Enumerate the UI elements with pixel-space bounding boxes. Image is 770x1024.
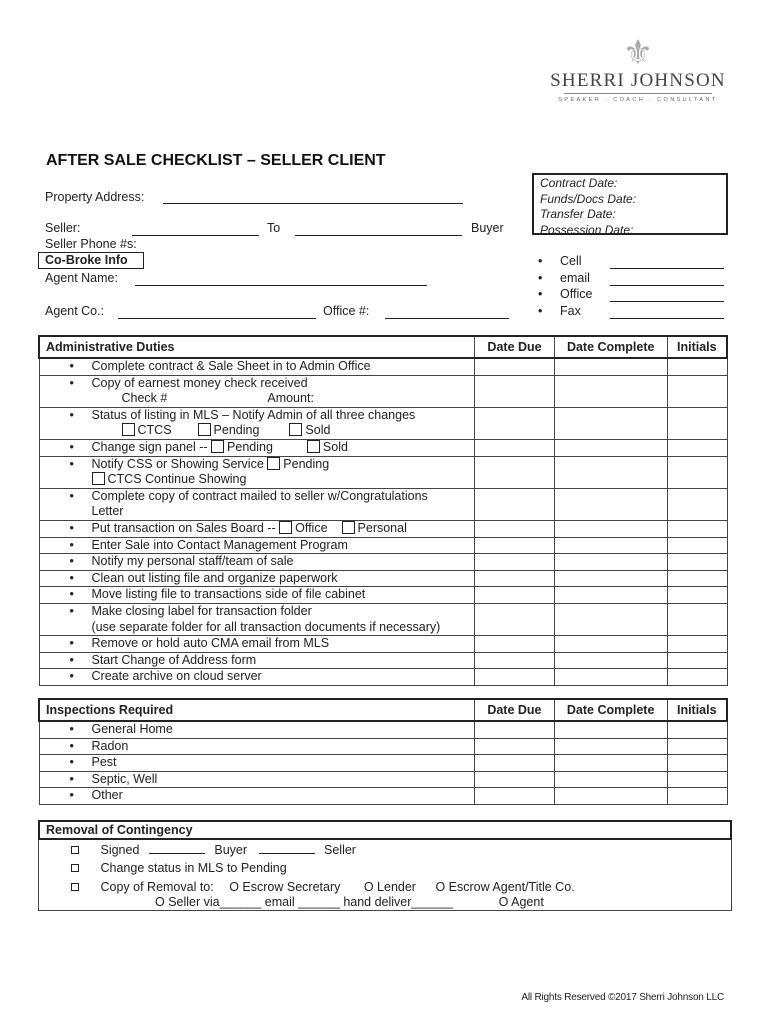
table-row: • General Home bbox=[39, 721, 727, 738]
fleur-de-lis-icon: ⚜ bbox=[622, 33, 654, 73]
table-row: • Notify CSS or Showing Service Pending CTCS Continue Showing bbox=[39, 456, 727, 488]
copy-removal-checkbox[interactable] bbox=[71, 883, 79, 891]
table-row: • Status of listing in MLS – Notify Admin of all three changes CTCS Pending Sold bbox=[39, 407, 727, 439]
office-label: Office #: bbox=[323, 304, 370, 318]
col-date-complete: Date Complete bbox=[554, 699, 667, 721]
table-row: • Remove or hold auto CMA email from MLS bbox=[39, 636, 727, 653]
table-row: • Complete copy of contract mailed to seller w/Congratulations Letter bbox=[39, 488, 727, 520]
seller-label: Seller: bbox=[45, 221, 81, 235]
removal-of-contingency-box: Removal of Contingency Signed Buyer Seller Change status in MLS to Pending Copy of Removal to: O Escrow Secretary O Lender O Escrow Agent/Title Co. O Seller via______ email ______ hand deliver______ O Agent bbox=[38, 820, 732, 911]
pending-checkbox[interactable] bbox=[198, 423, 211, 436]
table-row: • Notify my personal staff/team of sale bbox=[39, 554, 727, 571]
option-lender[interactable]: O Lender bbox=[363, 880, 416, 894]
possession-date-label: Possession Date: bbox=[540, 222, 634, 237]
seller-line[interactable] bbox=[132, 235, 259, 236]
board-personal-checkbox[interactable] bbox=[342, 521, 355, 534]
table-row: • Change sign panel -- Pending Sold bbox=[39, 439, 727, 456]
table-row: • Clean out listing file and organize paperwork bbox=[39, 570, 727, 587]
funds-docs-date-label: Funds/Docs Date: bbox=[540, 191, 637, 206]
agent-co-label: Agent Co.: bbox=[45, 304, 105, 318]
logo-tagline: SPEAKER · COACH · CONSULTANT bbox=[558, 97, 718, 103]
agent-co-line[interactable] bbox=[118, 318, 316, 319]
signed-checkbox[interactable] bbox=[71, 846, 79, 854]
sold-checkbox[interactable] bbox=[289, 423, 302, 436]
removal-header: Removal of Contingency bbox=[38, 820, 732, 840]
office-phone-line[interactable] bbox=[610, 301, 724, 302]
buyer-line[interactable] bbox=[295, 235, 462, 236]
table-row: • Copy of earnest money check received Check # Amount: bbox=[39, 375, 727, 407]
table-row: • Radon bbox=[39, 738, 727, 755]
logo-name: SHERRI JOHNSON bbox=[550, 70, 726, 91]
signed-buyer-line[interactable] bbox=[149, 853, 205, 854]
table-row: • Other bbox=[39, 788, 727, 805]
buyer-label: Buyer bbox=[471, 221, 504, 235]
admin-duties-table bbox=[38, 335, 728, 686]
table-row: • Pest bbox=[39, 755, 727, 772]
table-row: • Septic, Well bbox=[39, 771, 727, 788]
email-line[interactable] bbox=[610, 285, 724, 286]
sign-pending-checkbox[interactable] bbox=[211, 440, 224, 453]
table-row: • Move listing file to transactions side of file cabinet bbox=[39, 587, 727, 604]
board-office-checkbox[interactable] bbox=[279, 521, 292, 534]
agent-name-label: Agent Name: bbox=[45, 271, 118, 285]
sign-sold-checkbox[interactable] bbox=[307, 440, 320, 453]
agent-name-line[interactable] bbox=[135, 285, 427, 286]
admin-header: Administrative Duties bbox=[39, 336, 475, 358]
dates-box bbox=[532, 173, 728, 235]
cell-line[interactable] bbox=[610, 268, 724, 269]
signed-seller-line[interactable] bbox=[259, 853, 315, 854]
option-escrow-agent[interactable]: O Escrow Agent/Title Co. bbox=[435, 880, 575, 894]
transfer-date-label: Transfer Date: bbox=[540, 207, 616, 221]
css-pending-checkbox[interactable] bbox=[267, 457, 280, 470]
fax-line[interactable] bbox=[610, 318, 724, 319]
col-date-due: Date Due bbox=[475, 336, 555, 358]
change-status-checkbox[interactable] bbox=[71, 864, 79, 872]
option-escrow-secretary[interactable]: O Escrow Secretary bbox=[229, 880, 341, 894]
option-seller-via[interactable]: O Seller via______ email ______ hand deliver______ bbox=[155, 895, 454, 909]
col-initials: Initials bbox=[667, 336, 727, 358]
ctcs-checkbox[interactable] bbox=[122, 423, 135, 436]
copyright-footer: All Rights Reserved ©2017 Sherri Johnson LLC bbox=[521, 992, 724, 1003]
table-row: • Complete contract & Sale Sheet in to Admin Office bbox=[39, 358, 727, 375]
table-row: • Make closing label for transaction folder (use separate folder for all transaction documents if necessary) bbox=[39, 603, 727, 635]
table-row: • Start Change of Address form bbox=[39, 652, 727, 669]
seller-phone-label: Seller Phone #s: bbox=[45, 237, 137, 251]
table-row: • Put transaction on Sales Board -- Office Personal bbox=[39, 520, 727, 537]
table-row: • Enter Sale into Contact Management Program bbox=[39, 537, 727, 554]
ctcs-continue-checkbox[interactable] bbox=[92, 472, 105, 485]
col-initials: Initials bbox=[667, 699, 727, 721]
property-address-line[interactable] bbox=[163, 203, 463, 204]
contract-date-label: Contract Date: bbox=[540, 176, 618, 190]
to-label: To bbox=[267, 221, 281, 235]
col-date-complete: Date Complete bbox=[554, 336, 667, 358]
table-row: • Create archive on cloud server bbox=[39, 669, 727, 686]
company-logo bbox=[548, 33, 728, 103]
page-title: AFTER SALE CHECKLIST – SELLER CLIENT bbox=[46, 152, 386, 169]
option-agent[interactable]: O Agent bbox=[498, 895, 544, 909]
office-line[interactable] bbox=[385, 318, 509, 319]
property-address-label: Property Address: bbox=[45, 190, 145, 204]
co-broke-heading: Co-Broke Info bbox=[38, 252, 144, 269]
col-date-due: Date Due bbox=[475, 699, 555, 721]
inspections-table bbox=[38, 698, 728, 805]
inspections-header: Inspections Required bbox=[39, 699, 475, 721]
